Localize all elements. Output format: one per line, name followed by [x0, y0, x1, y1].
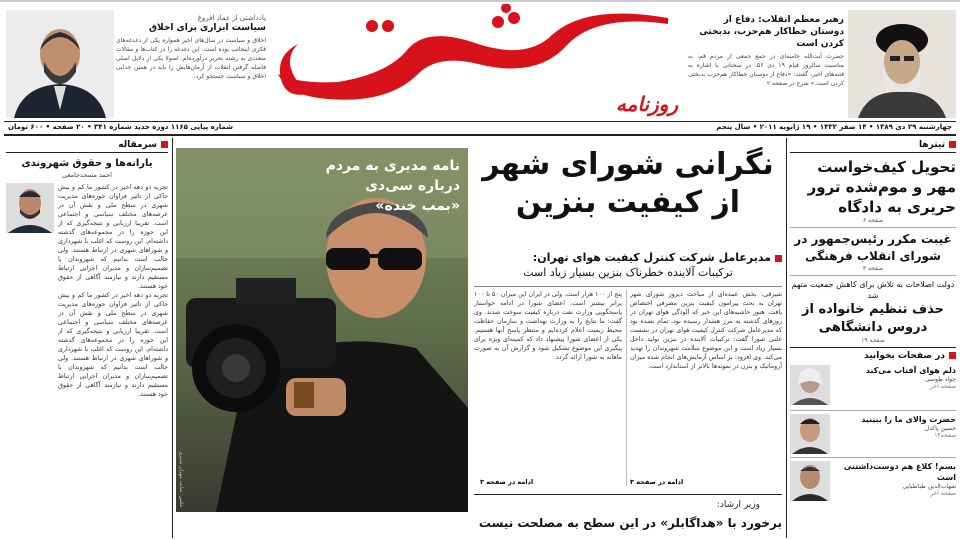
right-section-label: تیترها [790, 140, 956, 150]
top-right-story [688, 14, 844, 116]
headline-item-1-page: صفحه ۶ [862, 217, 884, 224]
masthead-rule [4, 121, 956, 122]
logo-text [418, 34, 483, 69]
left-column-divider [172, 138, 173, 538]
left-section-author: احمد مسجدجامعی [62, 171, 112, 179]
headline-item-3-page: صفحه ۱۹ [861, 337, 885, 344]
leader-portrait [848, 10, 956, 118]
main-body-col-2: پنج از ۱۰۰ هزار است. ولی در ایران این میزان ۵۰ تا ۱۰۰ برابر بیشتر است. اعضای شورا در ادامه خواستار پاسخگویی وزارت نفت درباره کیفیت سوخت شدند. وی گفت: ما نتایج را به وزارت بهداشت و سازمان حفاظت محیط زیست اعلام کرده‌ایم و منتظر پاسخ آنها هستیم. یکی از اعضای شورا پیشنهاد داد که کمیته‌ای ویژه برای پیگیری این موضوع تشکیل شود و گزارش آن به صورت ماهانه به شورا ارائه گردد. [474, 291, 622, 361]
main-kicker: مدیرعامل شرکت کنترل کیفیت هوای تهران: [532, 251, 771, 264]
right-column-divider [786, 138, 787, 538]
main-headline[interactable] [474, 146, 782, 222]
main-subhead [474, 250, 782, 280]
feature-title-line-1: نامه مدیری به مردم [325, 158, 460, 174]
headline-item-1[interactable] [790, 157, 956, 224]
feature-title-line-2: درباره سی‌دی [365, 178, 460, 194]
inside-item-1-page: صفحه آخر [930, 383, 956, 390]
headline-item-3-title: حذف تنظیم خانواده از دروس دانشگاهی [802, 302, 944, 335]
inside-item-1-photo-icon [790, 365, 830, 405]
issue-line: شماره پیاپی ۱۱۶۵ دوره جدید شماره ۳۴۱ • ۲۰ صفحه • ۶۰۰ تومان [8, 123, 234, 131]
main-continue-1[interactable]: ادامه در صفحه ۳ [630, 478, 684, 486]
top-left-story [116, 14, 266, 106]
headline-item-2-page: صفحه ۳ [862, 265, 884, 272]
headline-item-3-kicker: دولت اصلاحات به تلاش برای کاهش جمعیت متهم شد [791, 280, 955, 300]
inside-item-3[interactable] [790, 459, 956, 503]
afrough-portrait [6, 10, 114, 118]
main-continue-2[interactable]: ادامه در صفحه ۳ [480, 478, 534, 486]
left-column [6, 140, 168, 536]
date-line: چهارشنبه ۲۹ دی ۱۳۸۹ • ۱۴ صفر ۱۴۳۲ • ۱۹ ژانویه ۲۰۱۱ • سال پنجم [716, 123, 952, 131]
main-body-col-1: شیرقی: بخش عمده‌ای از مباحث دیروز شورای شهر تهران به بحث پیرامون کیفیت بنزین مصرفی اختصاص یافت. هنوز حاشیه‌های این خبر که آلودگی هوای تهران در روزهای گذشته به مرز هشدار رسیده بود، تمام نشده بود که مدیرعامل شرکت کنترل کیفیت هوای تهران در نشست علنی شورا گفت: ترکیبات آلاینده در بنزین تولید داخل بسیار زیاد است و این موضوع سلامت شهروندان را تهدید می‌کند. وی افزود: بر اساس آزمایش‌های انجام شده میزان آروماتیک و بنزن در نمونه‌ها بالاتر از استاندارد است. [630, 291, 782, 370]
left-section-label: سرمقاله [6, 140, 168, 150]
inside-item-1-title: دلم هوای آفتاب می‌کند [865, 366, 956, 375]
top-left-body: اخلاق و سیاست در سال‌های اخیر همواره یکی از دغدغه‌های فکری اینجانب بوده است. این دغدغه را در کتاب‌ها و مقالات متعددی به رشته تحریر درآورده‌ام. اصولا یکی از دلایل اصلی فاصله گرفتن انقلاب از آرمان‌هایش را باید در همین جدایی اخلاق و سیاست جستجو کرد. [116, 37, 266, 80]
inside-item-2-author: حسین پاکدل [924, 425, 956, 432]
headline-item-1-title: تحویل کیف‌خواست مهر و موم‌شده ترور حریری به دادگاه [807, 158, 956, 216]
inside-item-2[interactable] [790, 412, 956, 456]
inside-item-3-title: بسم‌! کلاغ هم دوست‌داشتنی است [843, 462, 956, 482]
inside-item-3-photo-icon [790, 461, 830, 501]
main-subhead-rule [474, 286, 782, 287]
afrough-portrait-icon [6, 10, 114, 118]
feature-title [290, 156, 460, 216]
main-col-divider [626, 290, 627, 486]
inside-item-3-page: صفحه آخر [930, 490, 956, 497]
right-column [790, 140, 956, 536]
left-section-body: تجربه دو دهه اخیر در کشور ما کم و بیش حاکی از تاثیر فراوان حوزه‌های مدیریت شهری در سطح ملی و نقش آن در عرصه‌های مختلف سیاسی و اجتماعی است. تقریبا ارزیابی و نتیجه‌گیری که از این حوزه را در مجموعه‌های گذشته داشته‌ام. این روست که اغلب با شهرداری و شوراهای شهری در ارتباط هستند. ولی جالب است بدانیم که شهروندان با تصمیم‌سازان و مدیران اجرایی ارتباط مستقیم دارند و نیازمند آگاهی از حقوق خود هستند. تجربه دو دهه اخیر در کشور ما کم و بیش حاکی از تاثیر فراوان حوزه‌های مدیریت شهری در سطح ملی و نقش آن در عرصه‌های مختلف سیاسی و اجتماعی است. تقریبا ارزیابی و نتیجه‌گیری که از این حوزه را در مجموعه‌های گذشته داشته‌ام. این روست که اغلب با شهرداری و شوراهای شهری در ارتباط هستند. ولی جالب است بدانیم که شهروندان با تصمیم‌سازان و مدیران اجرایی ارتباط مستقیم دارند و نیازمند آگاهی از حقوق خود هستند. [58, 184, 168, 398]
top-left-kicker: یادداشتی از عماد افروغ [197, 14, 266, 22]
leader-portrait-icon [848, 10, 956, 118]
top-left-title: سیاست ابزاری برای اخلاق [148, 23, 266, 33]
top-right-title: رهبر معظم انقلاب: دفاع از دوستان خطاکار هم‌حزب، بدبختی کردن است [699, 15, 844, 49]
left-section-title[interactable]: یارانه‌ها و حقوق شهروندی [21, 158, 153, 169]
feature-photo-caption: عکس: سایت مهران مدیری [178, 451, 184, 508]
top-right-body: حضرت آیت‌الله خامنه‌ای در جمع جمعی از مردم قم، به مناسبت سالروز قیام ۱۹ دی ۵۶، در سخنانی با اشاره به فتنه‌های اخیر، گفتند: «دفاع از دوستان خطاکار هم‌حزب بدبختی کردن است.» شرح در صفحه ۲ [688, 53, 844, 87]
main-headline-line-2: از کیفیت بنزین [515, 185, 741, 220]
date-rule [4, 134, 956, 136]
inside-item-3-author: شهاب‌الدین طباطبایی [902, 483, 956, 490]
inside-item-2-photo-icon [790, 414, 830, 454]
inside-item-2-page: صفحه۱۴ [934, 432, 956, 439]
main-headline-line-1: نگرانی شورای شهر [482, 147, 774, 182]
inside-item-1-author: جواد طوسی [925, 376, 956, 383]
logo-subtitle: روزنامه [615, 92, 678, 116]
bottom-kicker: وزیر ارشاد: [716, 500, 760, 510]
headline-item-3[interactable] [790, 279, 956, 344]
headline-item-2-title: غیبت مکرر رئیس‌جمهور در شورای انقلاب فرهنگی [794, 232, 952, 263]
bottom-headline[interactable]: برخورد با «هدا‌گابلر» در این سطح به مصلحت نیست [478, 516, 782, 530]
author-portrait-icon [6, 183, 54, 233]
bottom-story-rule [474, 494, 782, 495]
inside-item-2-title: حضرت والای ما را ببینید [861, 415, 956, 424]
inside-item-1[interactable] [790, 365, 956, 409]
feature-title-line-3: «بمب خنده» [375, 198, 460, 214]
headline-item-2[interactable] [790, 231, 956, 272]
inside-section-label: در صفحات بخوانید [790, 351, 956, 361]
top-border [0, 0, 960, 2]
feature-photo[interactable] [176, 148, 468, 512]
main-subhead-text: ترکیبات آلاینده خطرناک بنزین بسیار زیاد است [523, 266, 733, 279]
newspaper-logo [268, 4, 688, 122]
